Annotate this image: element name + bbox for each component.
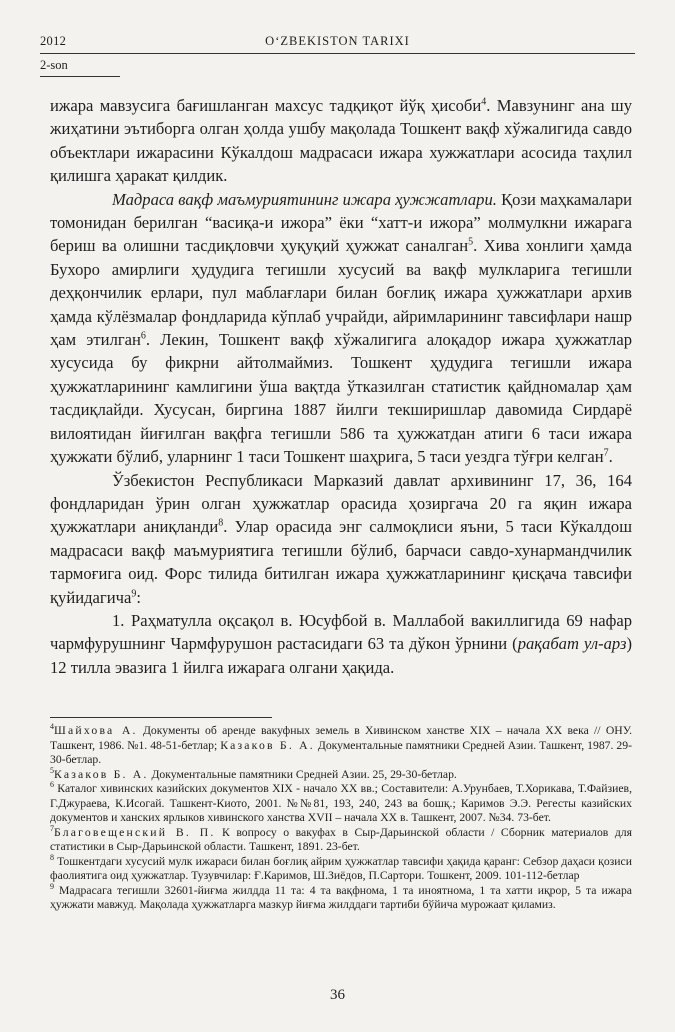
footnotes bbox=[50, 724, 632, 913]
header-year: 2012 bbox=[40, 34, 67, 48]
footnote-ref: 4 bbox=[481, 96, 487, 108]
footnote-ref: 6 bbox=[140, 330, 146, 342]
article-body bbox=[50, 94, 632, 679]
footnote-6: $^6$ Каталог хивинских казийских документов XIX - начало XX вв.; Составители: А.Урунбаев, Т.Хорикава, Т.Файзиев, Г.Джураева, К.Исогай. Ташкент-Киото, 2001. №№81, 193, 240, 243 ва бошқ.; Каримов Э.Э. Регесты казийских документов и ханских ярлыков хивинского ханства XVII – начала XX в. Ташкент, 2007. №34. 73-бет. bbox=[50, 780, 632, 824]
issue-rule bbox=[40, 76, 120, 77]
header-rule bbox=[40, 53, 635, 54]
paragraph-2: Мадраса вақф маъмуриятининг ижара ҳужжатлари. Қози маҳкамалари томонидан берилган “васиқа-и ижора” ёки “хатт-и ижора” молмулкни ижарага бериш ва олишни тасдиқловчи ҳуқуқий ҳужжат саналган$^5$. Хива хонлиги ҳамда Бухоро амирлиги ҳудудига тегишли хусусий ва вақф мулкларига тегишли деҳқончилик ерлари, пул маблағлари билан боғлиқ ижара ҳужжатлари архив ҳамда кўлёзмалар фондларида кўплаб учрайди, айримларининг тавсифлари нашр ҳам этилган$^6$. Лекин, Тошкент вақф хўжалигига алоқадор ижара ҳужжатлар хусусида бу фикрни айтолмаймиз. Тошкент ҳудудига тегишли ижара ҳужжатларининг камлигини ўша вақтда ўтказилган статистик қайдномалар ҳам тасдиқлайди. Хусусан, биргина 1887 йилги текширишлар давомида Сирдарё вилоятидан йиғилган вақфга тегишли 586 та ҳужжатдан атиги 6 таси ижара ҳужжати бўлиб, уларнинг 1 таси Тошкент шаҳрига, 5 таси уездга тўғри келган$^7$. bbox=[50, 189, 632, 467]
footnote-ref: 8 bbox=[218, 517, 224, 529]
paragraph-1: ижара мавзусига бағишланган махсус тадқиқот йўқ ҳисоби$^4$. Мавзунинг ана шу жиҳатини эътиборга олган ҳолда ушбу мақолада Тошкент вақф хўжалигида савдо объектлари ижарасини Кўкалдош мадрасаси ижара хужжатлари асосида таҳлил қилишга ҳаракат қилдик. bbox=[50, 96, 633, 186]
footnote-7: $^7$Благовещенский В. П. К вопросу о вакуфах в Сыр-Дарьинской области / Сборник материалов для статистики в Сыр-Дарьинской области. Ташкент, 1891. 23-бет. bbox=[50, 823, 632, 853]
footnote-ref: 7 bbox=[603, 447, 609, 459]
footnote-ref: 5 bbox=[468, 236, 474, 248]
paragraph-4: 1. Раҳматулла оқсақол в. Юсуфбой в. Маллабой вакиллигида 69 нафар чармфурушнинг Чармфурушон растасидаги 63 та дўкон ўрнини (рақабат ул-арз) 12 тилла эвазига 1 йилга ижарага олгани ҳақида. bbox=[50, 610, 632, 677]
footnote-ref: 9 bbox=[131, 588, 137, 599]
footnote-9: $^9$ Мадрасага тегишли 32601-йиғма жилдда 11 та: 4 та вақфнома, 1 та иноятнома, 1 та хатти иқрор, 5 та ижара ҳужжати мавжуд. Мақолада ҳужжатларга мазкур йиғма жилддаги тартиби бўйича мурожаат қиламиз. bbox=[50, 881, 632, 911]
running-header bbox=[40, 34, 635, 52]
header-journal-title: O‘ZBEKISTON TARIXI bbox=[265, 34, 410, 48]
page-number: 36 bbox=[330, 987, 345, 1003]
footnote-4: $^4$Шайхова А. Документы об аренде вакуфных земель в Хивинском ханстве XIX – начала XX века // ОНУ. Ташкент, 1986. №1. 48-51-бетлар; Казаков Б. А. Документальные памятники Средней Азии. Ташкент, 1987. 29-30-бетлар. bbox=[50, 722, 632, 766]
section-heading: Мадраса вақф маъмуриятининг ижара ҳужжатлари. bbox=[112, 189, 497, 209]
paragraph-3: Ўзбекистон Республикаси Марказий давлат архивининг 17, 36, 164 фондларидан ўрин олган ҳужжатлар орасида ҳозиргача 20 га яқин ижара ҳужжатлари аниқланди$^8$. Улар орасида энг салмоқлиси яъни, 5 таси Кўкалдош мадрасаси вақф маъмуриятига тегишли бўлиб, барчаси савдо-хунармандчилик тармоғига оид. Форс тилида битилган ижара ҳужжатларининг қисқача тавсифи қуйидагича$^9$: bbox=[50, 470, 632, 607]
footnote-8: $^8$ Тошкентдаги хусусий мулк ижараси билан боғлиқ айрим ҳужжатлар тавсифи ҳақида қаранг: Себзор даҳаси қозиси фаолиятига оид ҳужжатлар. Тузувчилар: Ғ.Каримов, Ш.Зиёдов, П.Сартори. Тошкент, 2009. 101-112-бетлар bbox=[50, 852, 632, 882]
footnote-5: $^5$Казаков Б. А. Документальные памятники Средней Азии. 25, 29-30-бетлар. bbox=[50, 765, 457, 781]
italic-term: рақабат ул-арз bbox=[517, 634, 627, 654]
footnote-rule bbox=[50, 717, 272, 718]
header-issue: 2-son bbox=[40, 58, 68, 72]
